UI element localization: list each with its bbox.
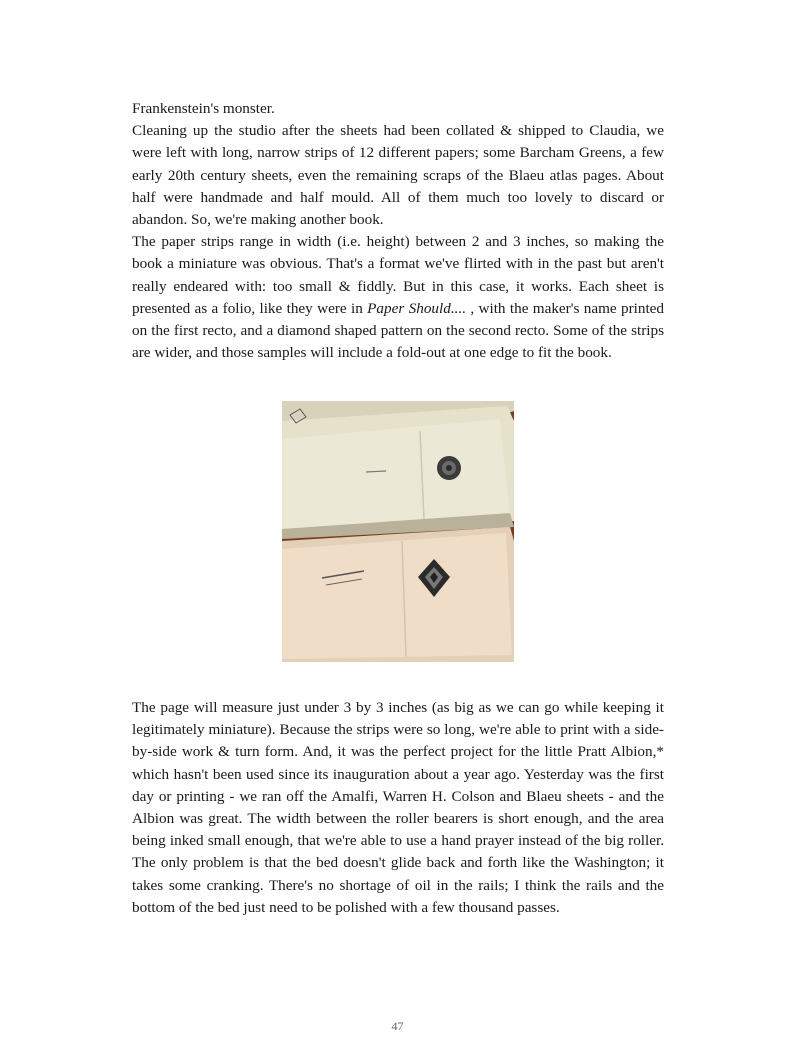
paragraph-1: Cleaning up the studio after the sheets had been collated & shipped to Claudia, we were left with long, narrow strips of 12 different papers; some Barcham Greens, a few early 20th century sheets, even the remaining scraps of the Blaeu atlas pages. About half were handmade and half mould. All of them much too lovely to discard or abandon. So, we're making another book. — [132, 122, 664, 229]
paragraph-3: The page will measure just under 3 by 3 inches (as big as we can go while keeping it legitimately miniature). Because the strips were so long, we're able to print with a side-by-side work & turn form. And, it was the perfect project for the little Pratt Albion,* which hasn't been used since its inauguration about a year ago. Yesterday was the first day or printing - we ran off the Amalfi, Warren H. Colson and Blaeu sheets - and the Albion was great. The width between the roller bearers is short enough, and the area being inked small enough, that we're able to use a hand prayer instead of the big roller. The only problem is that the bed doesn't glide back and forth like the Washington; it takes some cranking. There's no shortage of oil in the rails; I think the rails and the bottom of the bed just need to be polished with a few thousand passes. — [132, 699, 664, 916]
paragraph-2-part-a: The paper strips range in width (i.e. height) between 2 and 3 inches, so making the book a miniature was obvious. That's a format we've flirted with in the past but aren't really endeared with: too small & fiddly. But in this case, it works. Each sheet is presented as a folio, like they were in — [132, 233, 664, 317]
book-title-italic: Paper Should.... — [367, 299, 467, 317]
paragraph-2-part-b: , with the maker's name printed on the first recto, and a diamond shaped pattern on the second recto. Some of the strips are wider, and those samples will include a fold-out at one edge to fit the book. — [132, 299, 665, 362]
section-heading: Frankenstein's monster. — [132, 100, 275, 117]
body-text-bottom — [132, 697, 664, 919]
paper-samples-photo — [282, 401, 514, 662]
body-text-top — [132, 98, 664, 364]
paper-samples-illustration — [282, 401, 514, 662]
page-number: 47 — [391, 1019, 404, 1033]
paragraph-2 — [132, 231, 664, 364]
